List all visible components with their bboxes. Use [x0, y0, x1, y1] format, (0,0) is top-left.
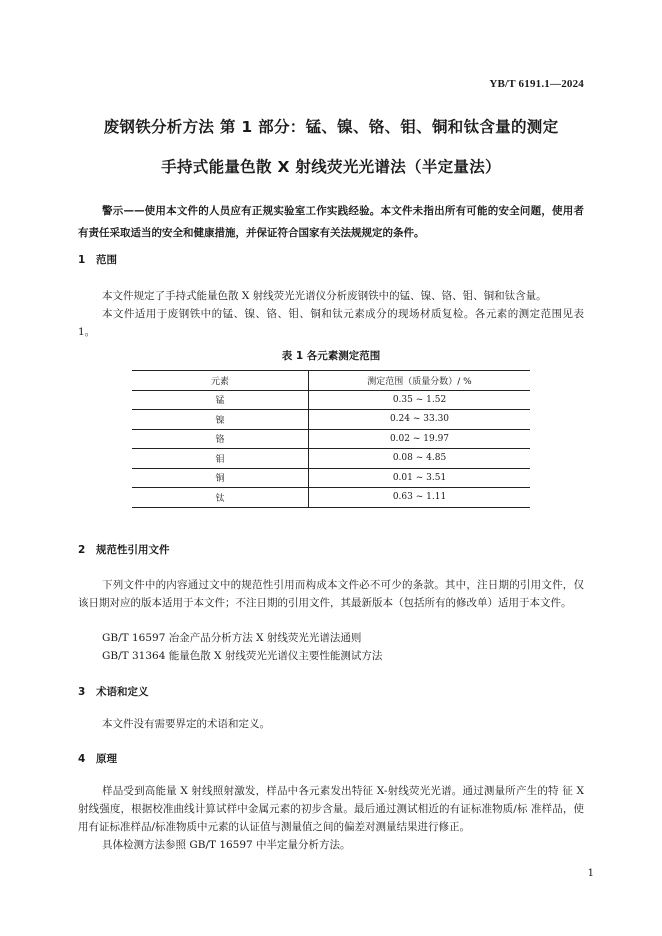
document-title-line2: 手持式能量色散 X 射线荧光光谱法（半定量法）	[161, 158, 501, 176]
element-cell: 锰	[132, 390, 309, 410]
section-4-paragraph-1: 样品受到高能量 X 射线照射激发，样品中各元素发出特征 X-射线荧光光谱。通过测量所产生的特 征 X 射线强度，根据校准曲线计算试样中金属元素的初步含量。最后通过测试相近的有证标准物质/标 准样品，使用有证标准样品/标准物质中元素的认证值与测量值之间的偏差对测量结果进行修正。	[78, 785, 584, 833]
table-row	[132, 449, 530, 469]
section-3-title: 术语和定义	[96, 686, 149, 698]
document-title-line1: 废钢铁分析方法 第 1 部分：锰、镍、铬、钼、铜和钛含量的测定	[103, 118, 559, 136]
table-row	[132, 429, 530, 449]
section-4-paragraph-2: 具体检测方法参照 GB/T 16597 中半定量分析方法。	[102, 839, 351, 851]
section-1-title: 范围	[96, 254, 117, 266]
section-1-number: 1	[78, 254, 86, 266]
range-cell: 0.63 ~ 1.11	[392, 492, 447, 503]
reference-1: GB/T 16597 冶金产品分析方法 X 射线荧光光谱法通则	[102, 632, 362, 644]
range-cell: 0.01 ~ 3.51	[309, 468, 531, 488]
section-1-paragraph-2: 本文件适用于废钢铁中的锰、镍、铬、钼、铜和钛元素成分的现场材质复检。各元素的测定范围见表 1。	[78, 308, 584, 338]
standard-number: YB/T 6191.1—2024	[489, 78, 584, 90]
table-header-row	[132, 371, 530, 391]
section-4-number: 4	[78, 753, 86, 765]
table-1-caption: 表 1 各元素测定范围	[281, 350, 381, 362]
section-1-paragraph-1: 本文件规定了手持式能量色散 X 射线荧光光谱仪分析废钢铁中的锰、镍、铬、钼、铜和钛含量。	[102, 290, 547, 302]
section-4-title: 原理	[96, 753, 117, 765]
range-cell: 0.35 ~ 1.52	[309, 390, 531, 410]
element-cell: 铬	[132, 429, 309, 449]
table-row	[132, 410, 530, 430]
section-4-heading	[78, 751, 117, 766]
table-row	[132, 468, 530, 488]
header-range: 测定范围（质量分数）/ %	[309, 371, 531, 391]
element-range-table	[132, 370, 530, 508]
section-2-heading	[78, 542, 170, 557]
element-cell: 镍	[132, 410, 309, 430]
element-cell: 钼	[132, 449, 309, 469]
header-element: 元素	[132, 371, 309, 391]
reference-2: GB/T 31364 能量色散 X 射线荧光光谱仪主要性能测试方法	[102, 650, 383, 662]
section-3-number: 3	[78, 686, 86, 698]
section-2-paragraph-1: 下列文件中的内容通过文中的规范性引用而构成本文件必不可少的条款。其中，注日期的引用文件，仅该日期对应的版本适用于本文件；不注日期的引用文件，其最新版本（包括所有的修改单）适用于本文件。	[78, 579, 584, 609]
table-row	[132, 488, 530, 508]
safety-warning: 警示——使用本文件的人员应有正规实验室工作实践经验。本文件未指出所有可能的安全问题，使用者有责任采取适当的安全和健康措施，并保证符合国家有关法规规定的条件。	[78, 205, 584, 239]
range-cell: 0.08 ~ 4.85	[309, 449, 531, 469]
section-2-number: 2	[78, 544, 86, 556]
section-1-heading	[78, 252, 117, 267]
element-cell: 钛	[132, 488, 309, 508]
page-number: 1	[587, 868, 594, 879]
element-cell: 铜	[132, 468, 309, 488]
section-3-paragraph-1: 本文件没有需要界定的术语和定义。	[102, 718, 270, 730]
range-cell: 0.24 ~ 33.30	[309, 410, 531, 430]
section-3-heading	[78, 684, 149, 699]
table-row	[132, 390, 530, 410]
range-cell: 0.02 ~ 19.97	[309, 429, 531, 449]
section-2-title: 规范性引用文件	[96, 544, 170, 556]
